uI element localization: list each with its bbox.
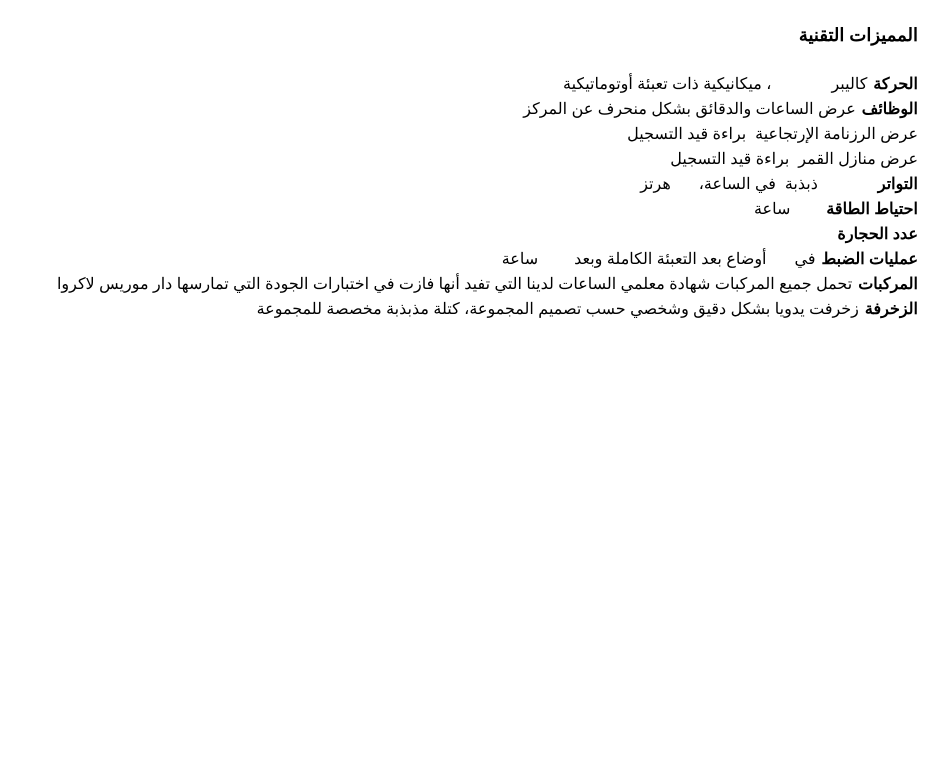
spec-label: الوظائف [861, 101, 918, 118]
spec-value: عرض الساعات والدقائق بشكل منحرف عن المركز [523, 101, 856, 118]
spec-value: ساعة [753, 201, 791, 218]
spec-functions [30, 97, 918, 122]
spec-power-reserve [30, 197, 918, 222]
spec-jewels [30, 222, 918, 247]
spec-functions-line: عرض منازل القمر براءة قيد التسجيل [670, 151, 918, 168]
spec-movement [30, 72, 918, 97]
spec-value: ، ميكانيكية ذات تعبئة أوتوماتيكية [562, 76, 772, 93]
spec-components [30, 272, 918, 297]
spec-value: تحمل جميع المركبات شهادة معلمي الساعات لدينا التي تفيد أنها فازت في اختبارات الجودة التي تمارسها دار موريس لاكروا [56, 276, 853, 293]
spec-value: أوضاع بعد التعبئة الكاملة وبعد [574, 251, 767, 268]
spec-adjustments [30, 247, 918, 272]
spec-functions-line: عرض الرزنامة الإرتجاعية براءة قيد التسجيل [627, 126, 918, 143]
spec-label: احتياط الطاقة [826, 201, 918, 218]
spec-frequency [30, 172, 918, 197]
spec-label: عمليات الضبط [821, 251, 918, 268]
spec-label: عدد الحجارة [837, 226, 918, 243]
spec-label: المركبات [858, 276, 918, 293]
spec-value: زخرفت يدويا بشكل دقيق وشخصي حسب تصميم المجموعة، كتلة مذبذبة مخصصة للمجموعة [256, 301, 859, 318]
spec-value: هرتز [640, 176, 671, 193]
spec-label: التواتر [877, 176, 918, 193]
spec-label: الزخرفة [864, 301, 918, 318]
spec-value: في [794, 251, 816, 268]
spec-decoration [30, 297, 918, 322]
spec-value: ساعة [501, 251, 539, 268]
spec-value: ذبذبة في الساعة، [698, 176, 818, 193]
page-title: المميزات التقنية [798, 25, 918, 45]
spec-value: كاليبر [831, 76, 868, 93]
spec-label: الحركة [873, 76, 918, 93]
